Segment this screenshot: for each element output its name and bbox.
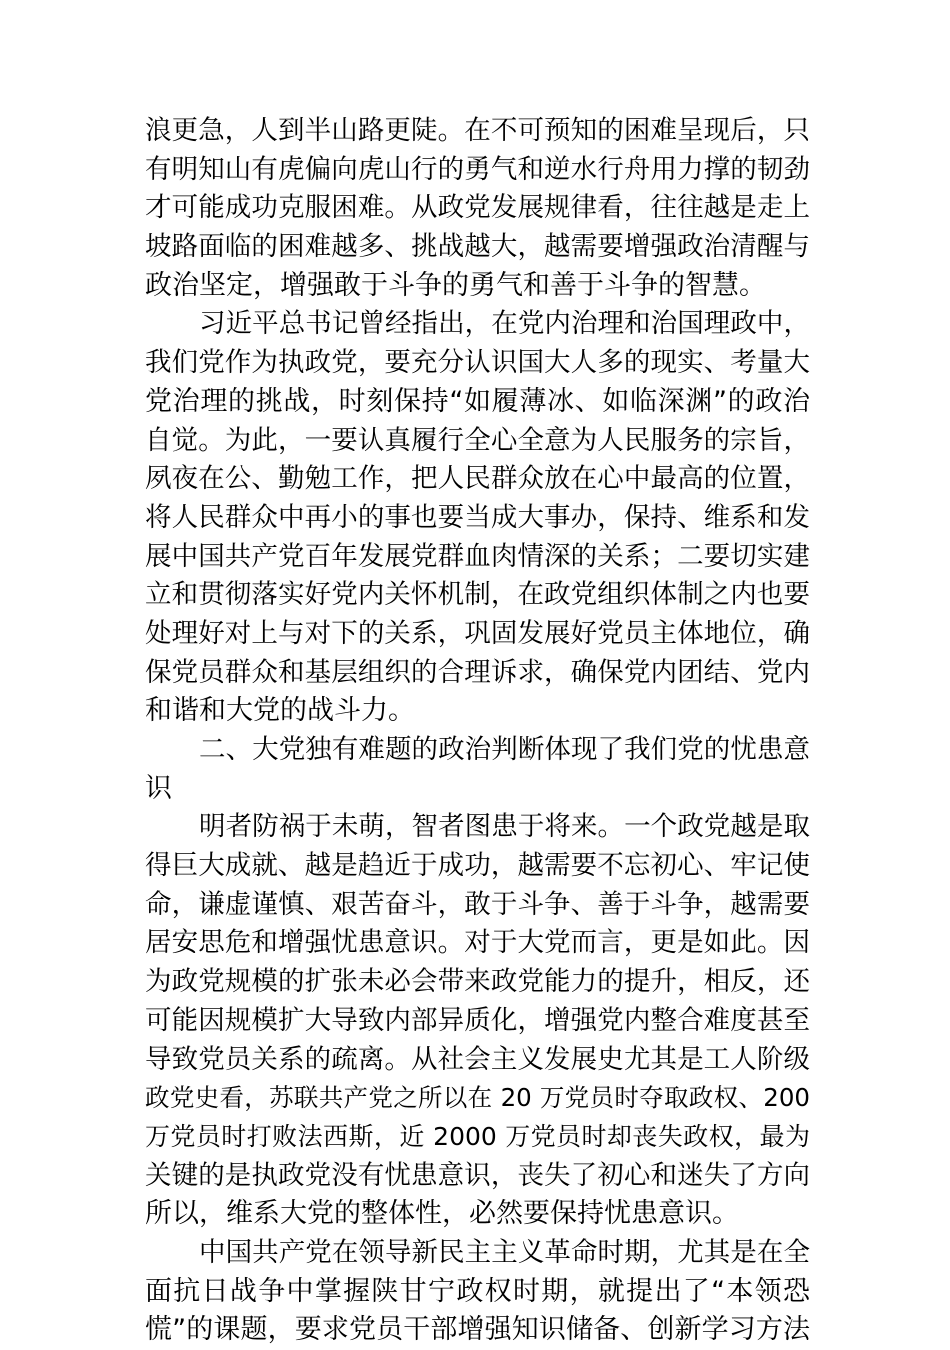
text-line: 处理好对上与对下的关系，巩固发展好党员主体地位，确 <box>145 617 810 649</box>
text-line: 有明知山有虎偏向虎山行的勇气和逆水行舟用力撑的韧劲 <box>145 153 810 185</box>
text-line: 才可能成功克服困难。从政党发展规律看，往往越是走上 <box>145 192 810 224</box>
text-line: 和谐和大党的战斗力。 <box>145 695 415 727</box>
text-line: 居安思危和增强忧患意识。对于大党而言，更是如此。因 <box>145 927 810 959</box>
text-line: 将人民群众中再小的事也要当成大事办，保持、维系和发 <box>145 501 810 533</box>
text-line: 导致党员关系的疏离。从社会主义发展史尤其是工人阶级 <box>145 1043 810 1075</box>
text-line: 命，谦虚谨慎、艰苦奋斗，敢于斗争、善于斗争，越需要 <box>145 888 810 920</box>
text-line: 坡路面临的困难越多、挑战越大，越需要增强政治清醒与 <box>145 231 810 263</box>
text-line: 所以，维系大党的整体性，必然要保持忧患意识。 <box>145 1198 739 1230</box>
text-line: 立和贯彻落实好党内关怀机制，在政党组织体制之内也要 <box>145 579 810 611</box>
text-line: 为政党规模的扩张未必会带来政党能力的提升，相反，还 <box>145 966 810 998</box>
text-line: 关键的是执政党没有忧患意识，丧失了初心和迷失了方向 <box>145 1159 810 1191</box>
text-line: 展中国共产党百年发展党群血肉情深的关系；二要切实建 <box>145 540 810 572</box>
text-line: 政党史看，苏联共产党之所以在 20 万党员时夺取政权、200 <box>145 1083 810 1113</box>
text-line: 保党员群众和基层组织的合理诉求，确保党内团结、党内 <box>145 656 810 688</box>
paragraph-first-line: 习近平总书记曾经指出，在党内治理和治国理政中， <box>199 308 810 340</box>
paragraph-first-line: 中国共产党在领导新民主主义革命时期，尤其是在全 <box>199 1236 810 1268</box>
text-line: 面抗日战争中掌握陕甘宁政权时期，就提出了“本领恐 <box>145 1275 810 1307</box>
text-line: 识 <box>145 772 172 804</box>
text-line: 夙夜在公、勤勉工作，把人民群众放在心中最高的位置， <box>145 463 810 495</box>
text-line: 我们党作为执政党，要充分认识国大人多的现实、考量大 <box>145 347 810 379</box>
text-line: 可能因规模扩大导致内部异质化，增强党内整合难度甚至 <box>145 1004 810 1036</box>
document-body <box>145 112 810 1350</box>
text-line: 得巨大成就、越是趋近于成功，越需要不忘初心、牢记使 <box>145 850 810 882</box>
text-line: 自觉。为此，一要认真履行全心全意为人民服务的宗旨， <box>145 424 810 456</box>
text-line: 万党员时打败法西斯，近 2000 万党员时却丧失政权，最为 <box>145 1121 810 1151</box>
paragraph-first-line: 明者防祸于未萌，智者图患于将来。一个政党越是取 <box>199 811 810 843</box>
text-line: 慌”的课题，要求党员干部增强知识储备、创新学习方法 <box>145 1314 810 1346</box>
text-line: 浪更急，人到半山路更陡。在不可预知的困难呈现后，只 <box>145 115 810 146</box>
text-line: 党治理的挑战，时刻保持“如履薄冰、如临深渊”的政治 <box>145 385 810 417</box>
text-line: 政治坚定，增强敢于斗争的勇气和善于斗争的智慧。 <box>145 269 766 301</box>
paragraph-first-line: 二、大党独有难题的政治判断体现了我们党的忧患意 <box>199 734 810 765</box>
